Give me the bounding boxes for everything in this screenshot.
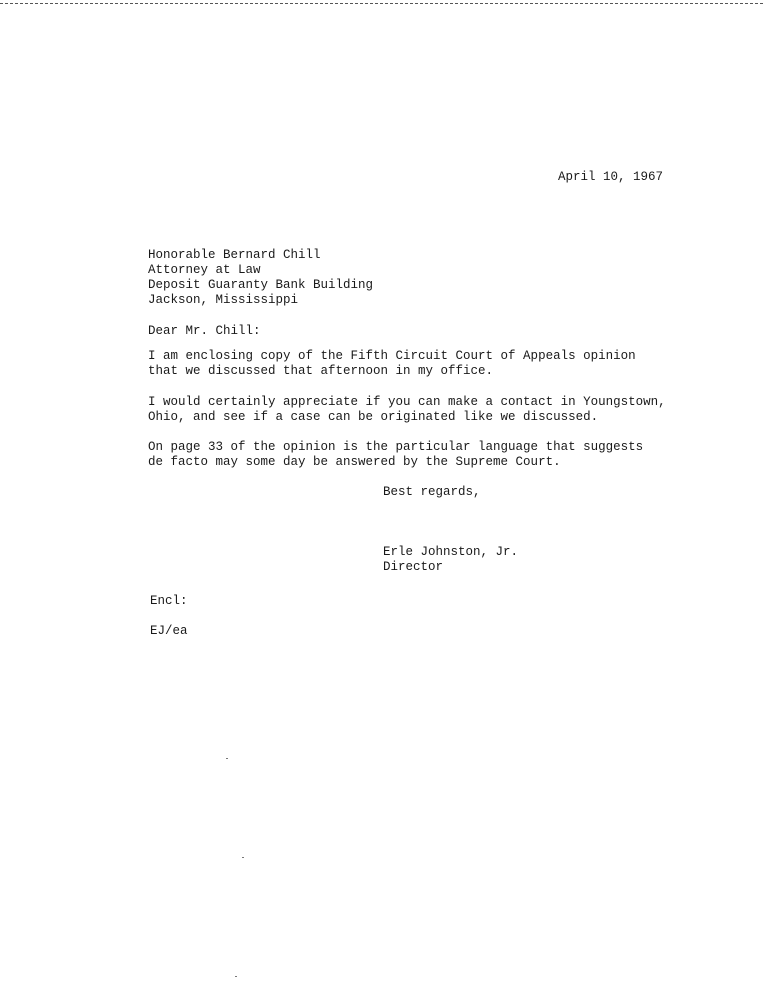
body-line: Ohio, and see if a case can be originated like we discussed. <box>148 410 599 424</box>
page-top-edge <box>0 3 763 4</box>
recipient-title: Attorney at Law <box>148 263 261 277</box>
body-line: I am enclosing copy of the Fifth Circuit Court of Appeals opinion <box>148 349 636 363</box>
body-line: de facto may some day be answered by the Supreme Court. <box>148 455 561 469</box>
letter-date: April 10, 1967 <box>558 170 664 184</box>
signer-name: Erle Johnston, Jr. <box>383 545 519 559</box>
recipient-name: Honorable Bernard Chill <box>148 248 321 262</box>
scan-speck <box>226 758 228 759</box>
closing: Best regards, <box>383 485 481 499</box>
enclosure-note: Encl: <box>150 594 188 608</box>
salutation: Dear Mr. Chill: <box>148 324 261 338</box>
recipient-address: Deposit Guaranty Bank Building <box>148 278 374 292</box>
signer-title: Director <box>383 560 444 574</box>
scan-speck <box>242 857 244 858</box>
recipient-city: Jackson, Mississippi <box>148 293 299 307</box>
body-line: I would certainly appreciate if you can make a contact in Youngstown, <box>148 395 666 409</box>
scan-speck <box>235 976 237 977</box>
body-line: that we discussed that afternoon in my office. <box>148 364 494 378</box>
body-line: On page 33 of the opinion is the particular language that suggests <box>148 440 644 454</box>
reference-initials: EJ/ea <box>150 624 188 638</box>
